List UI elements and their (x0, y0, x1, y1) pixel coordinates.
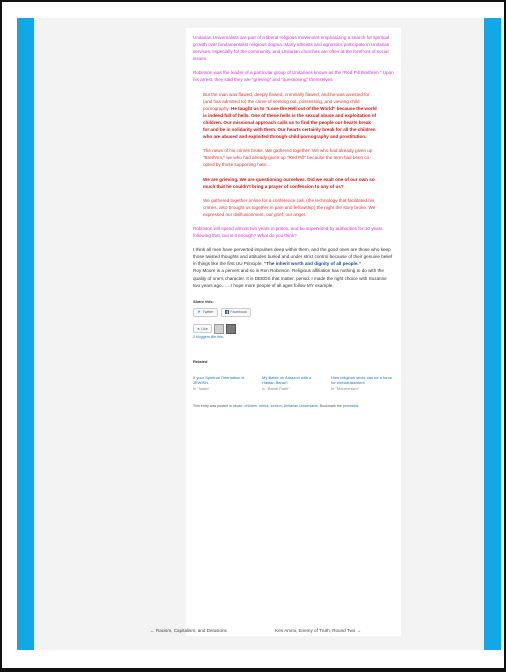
likes-count: 2 bloggers like this. (193, 334, 224, 339)
quote-leader: Robinson was the leader of a particular group of Unitarians known as the “Red Pill Brethren.” Upon his arrest, they said they are “grieving” and “questioning” themselves. (193, 70, 394, 83)
related-item (193, 375, 255, 391)
twitter-share-button[interactable] (193, 308, 218, 317)
red-paragraph-4: We gathered together online for a conference call, (the technology that facilitated his crimes, also brought us together in pain and fellowship) the night the story broke. We expressed our disillusionment, our grief, our anger. (203, 197, 376, 217)
red-p1-normal: But the man was flawed, deeply flawed, criminally flawed, and he was arrested for (and has admitted to) the crime of seeking out, possessing, and viewing child pornography. (203, 91, 370, 111)
twitter-label: Twitter (202, 310, 214, 315)
like-button[interactable] (193, 324, 212, 333)
facebook-label: Facebook (230, 310, 247, 315)
permalink-link[interactable]: permalink (342, 403, 359, 408)
posted-end: . (358, 403, 360, 408)
quote-intro: Unitarian Universalists are part of a liberal religious movement emphasizing a search for spiritual growth over fundamentalist religious dogma. Many atheists and agnostics participate in Unitarian services, especially for the community, and Unitarian churches are often at the forefront of social issues. (193, 35, 390, 62)
right-side-bar (484, 18, 501, 650)
related-item-category: In "Islam" (193, 385, 210, 391)
page-background (34, 18, 484, 650)
twitter-icon (197, 310, 201, 314)
related-item-category: In "Mormonism" (331, 385, 360, 391)
red-paragraph-1 (203, 91, 377, 141)
related-item-category: In "Bahai Faith" (262, 385, 290, 391)
share-title: Share this: (193, 298, 214, 304)
frame-top-border (0, 0, 506, 2)
related-item-link[interactable]: If your Spiritual Orientation is JEWISH… (193, 374, 245, 386)
red-blockquote (203, 91, 377, 218)
quote-outro: Robinson will spend almost two years in prison, and be supervised by authorities for 10 years following that, but is it enough? What do you think? (193, 225, 383, 239)
facebook-share-button[interactable] (221, 308, 251, 317)
like-label: Like (201, 326, 208, 331)
category-links[interactable]: abuse, children, ethics, sexism, Unitarian Universalist (232, 403, 318, 408)
left-side-bar (17, 18, 34, 650)
body-p1-text: I think all men have perverted impulses deep within them, and the good ones are those who keep those twisted thoughts and attitudes buried and under strict control because of their genuine belief in things like the first UU Principle: (193, 247, 393, 267)
related-posts (193, 375, 394, 391)
frame-bottom-border (0, 668, 506, 672)
previous-post-link[interactable]: ← Racism, Capitalism, and Delusions (150, 628, 227, 633)
facebook-icon (225, 310, 229, 314)
related-item-link[interactable]: My Battle on Amazon with a Haitian Bahai’i (262, 374, 312, 386)
posted-suffix: . Bookmark the (317, 403, 342, 408)
post-meta (193, 404, 394, 409)
principle-quote: “The inherit worth and dignity of all people.” (263, 261, 361, 267)
related-title: Related (193, 358, 208, 364)
posted-prefix: This entry was posted in (193, 403, 232, 408)
liker-avatar[interactable] (226, 324, 236, 334)
red-paragraph-3: We are grieving. We are questioning ourselves. Did we exalt one of our own so much that he couldn’t bring a prayer of confession to any of us? (203, 176, 375, 189)
next-post-link[interactable]: Ken Ammi, Enemy of Truth, Round Two → (275, 628, 362, 633)
related-item (262, 375, 324, 391)
liker-avatar[interactable] (214, 324, 224, 334)
star-icon: ★ (197, 326, 201, 331)
red-paragraph-2: The news of his crimes broke. We gathered together. We who had already given up “Brethren,” we who had already given up “Red Pill” because the term had been co-opted by those supporting hate… (203, 148, 373, 168)
likes-row (193, 324, 394, 334)
body-paragraph-2: Roy Moore is a pervert and so is Ron Robinson. Religious affiliation has nothing to do with the quality of one’s character. It is DEEDS that matter, period. I made the right choice with Suzanne two years ago……I hope more people of all ages follow MY example. (193, 268, 387, 288)
body-paragraph-1 (193, 246, 394, 267)
article-content (186, 28, 401, 636)
related-item (331, 375, 393, 391)
frame-left-border (0, 0, 2, 672)
share-buttons (193, 308, 394, 317)
article-inner (193, 34, 394, 409)
related-item-link[interactable]: How religious sects can be a force for embarrassment (331, 374, 392, 386)
red-p1-bold: He taught us to “Love the Hell out of the World” because the world is indeed full of hells. One of these hells is the sexual abuse and exploitation of children. Our missional approach calls us to find the people our hearts break for and be in solidarity with them. Our hearts certainly break for all the children who are abused and exploited through child pornography and prostitution. (203, 105, 377, 140)
